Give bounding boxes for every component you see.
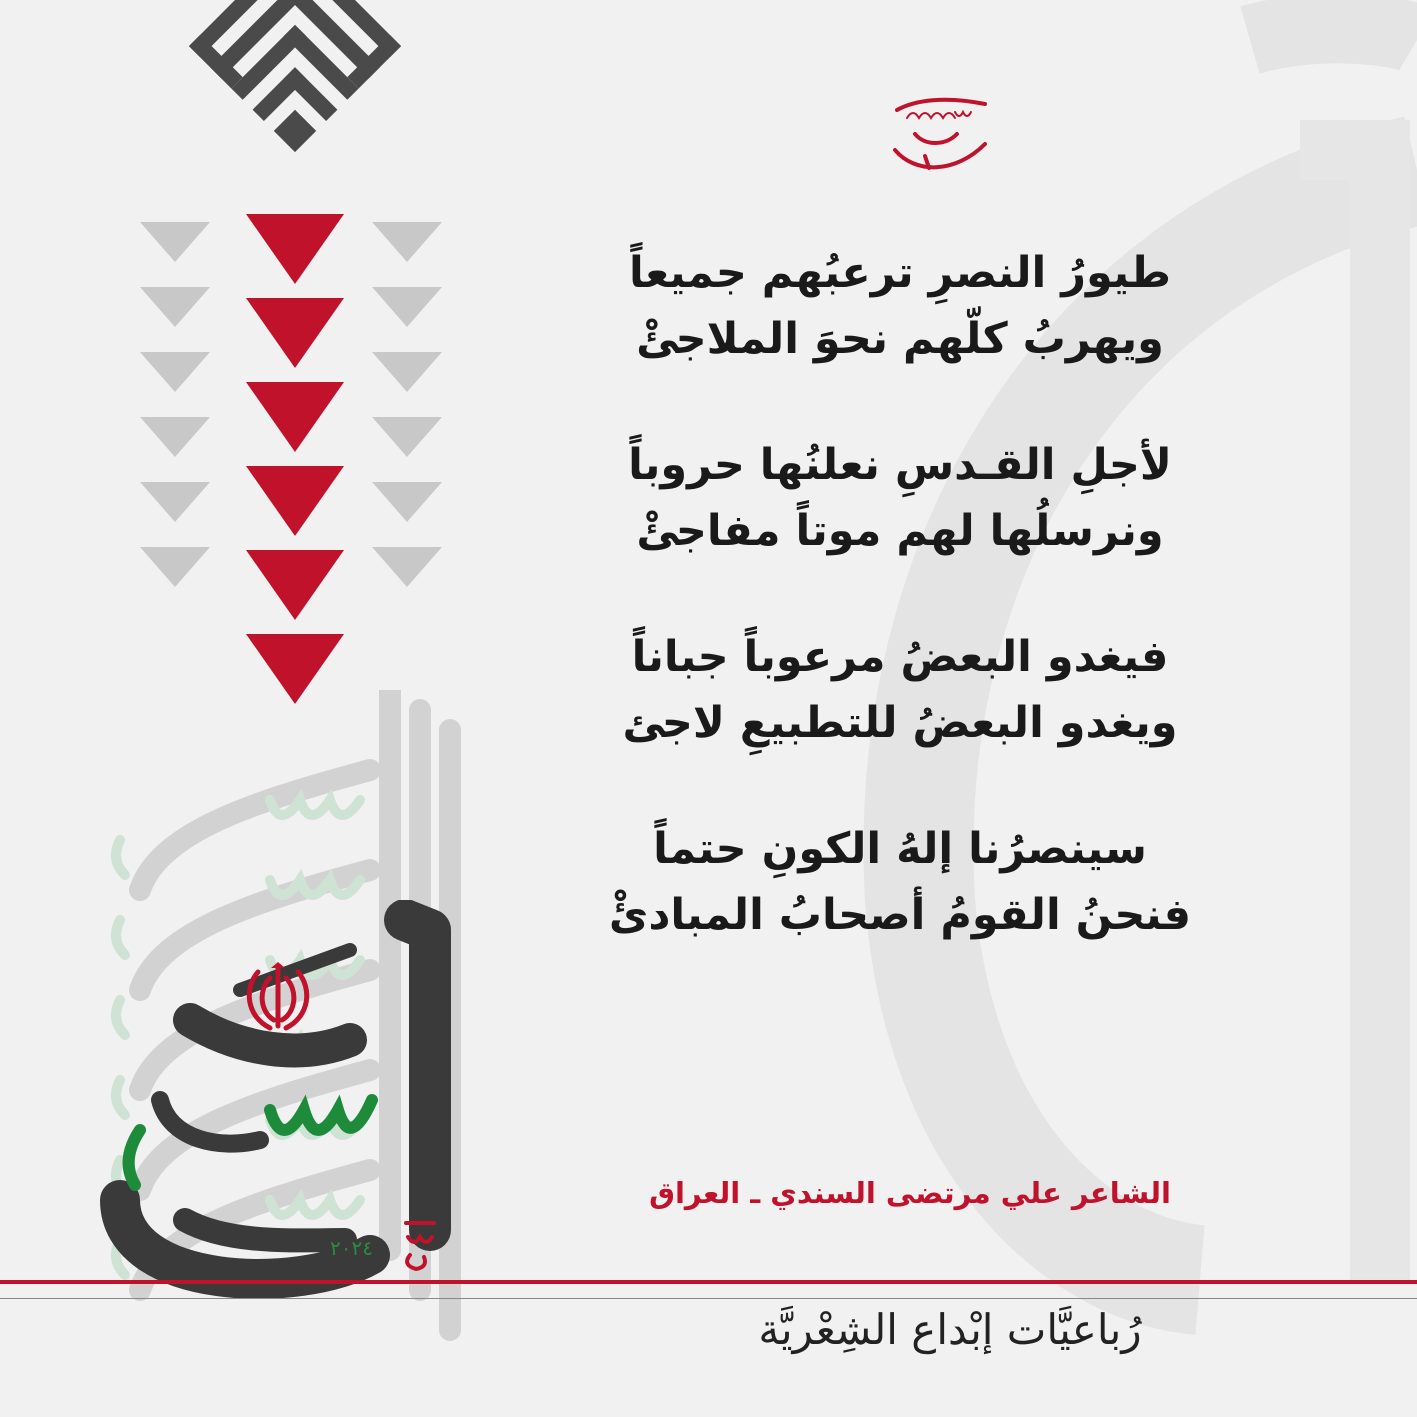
poem-line: لأجلِ القـدسِ نعلنُها حروباً [628,440,1172,490]
stanza-2 [560,432,1240,564]
emblem-icon [240,962,316,1034]
red-divider [0,1280,1417,1284]
gray-divider [0,1298,1417,1299]
triangle-column-right [372,212,452,592]
poem [560,240,1240,1008]
poet-credit: الشاعر علي مرتضى السندي ـ العراق [649,1176,1171,1210]
stanza-1 [560,240,1240,372]
poem-line: طيورُ النصرِ ترعبُهم جميعاً [629,248,1171,298]
poem-line: ونرسلُها لهم موتاً مفاجئْ [636,506,1164,556]
poem-line: ويغدو البعضُ للتطبيعِ لاجئ [622,698,1178,748]
poem-line: ويهربُ كلّهم نحوَ الملاجئْ [636,314,1164,364]
year-label: ٢٠٢٤ [330,1236,373,1260]
kufic-pattern [140,0,450,170]
series-title: رُباعيَّات إبْداع الشِعْريَّة [758,1305,1142,1354]
poem-line: فيغدو البعضُ مرعوباً جباناً [631,632,1169,682]
year-hijri-mark [398,1215,438,1275]
triangle-column-center [246,212,346,712]
poem-line: سينصرُنا إلهُ الكونِ حتماً [653,824,1147,874]
poem-line: فنحنُ القومُ أصحابُ المبادئْ [608,890,1192,940]
stanza-3 [560,624,1240,756]
stanza-4 [560,816,1240,948]
triangle-column-left [140,212,220,592]
signature-logo [885,90,997,178]
